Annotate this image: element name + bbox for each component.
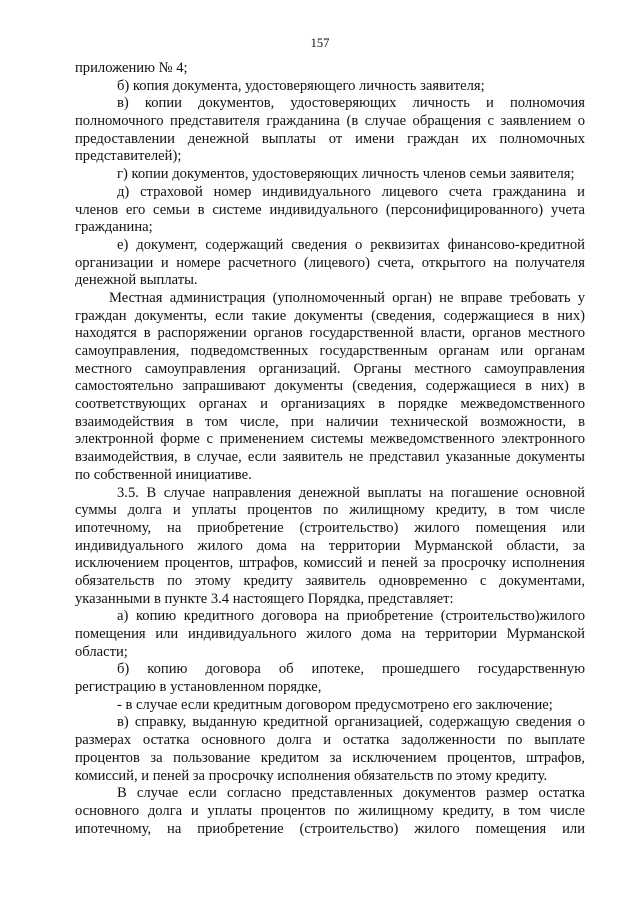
text-line: размерах остатка основного долга и остатка задолженности по выплате [75, 732, 585, 749]
text-line: е) документ, содержащий сведения о реквизитах финансово-кредитной [117, 236, 585, 253]
text-line: самостоятельно запрашивают документы (сведения, содержащиеся в них) в [75, 378, 585, 395]
text-line: помещения или индивидуального жилого дома на территории Мурманской [75, 626, 585, 642]
text-line: по собственной инициативе. [75, 466, 252, 483]
text-line: б) копию договора об ипотеке, прошедшего государственную [117, 661, 585, 678]
text-line: исключением процентов, штрафов, комиссий и пеней за просрочку исполнения [75, 555, 585, 572]
text-line: в) справку, выданную кредитной организацией, содержащую сведения о [117, 714, 585, 731]
text-line: ипотечному, на приобретение (строительство) жилого помещения или [75, 820, 585, 837]
text-line: электронной форме с применением системы межведомственного электронного [75, 431, 585, 448]
page-number: 157 [310, 36, 330, 50]
text-line: д) страховой номер индивидуального лицевого счета гражданина и [117, 183, 585, 200]
text-line: - в случае если кредитным договором предусмотрено его заключение; [117, 696, 553, 713]
text-line: ипотечному, на приобретение (строительство) жилого помещения или [75, 519, 585, 536]
text-line: в) копии документов, удостоверяющих личность и полномочия [117, 95, 585, 112]
text-line: граждан документы, если такие документы (сведения, содержащиеся в них) [75, 307, 585, 324]
text-line: предоставлении денежной выплаты от имени граждан их полномочных [75, 130, 585, 147]
text-line: а) копию кредитного договора на приобретение (строительство)жилого [117, 608, 585, 625]
text-line: указанными в пункте 3.4 настоящего Порядка, представляет: [75, 590, 454, 607]
text-line: приложению № 4; [75, 60, 188, 76]
text-line: Местная администрация (уполномоченный орган) не вправе требовать у [109, 289, 585, 306]
text-line: б) копия документа, удостоверяющего личность заявителя; [117, 77, 485, 94]
text-line: суммы долга и уплаты процентов по жилищному кредиту, в том числе [75, 502, 585, 519]
text-line: представителей); [75, 148, 182, 165]
text-line: 3.5. В случае направления денежной выплаты на погашение основной [117, 484, 585, 501]
text-line: соответствующих органах и организациях в порядке межведомственного [75, 396, 585, 413]
text-line: комиссий, и пеней за просрочку исполнения обязательств по этому кредиту. [75, 767, 548, 784]
text-line: местного самоуправления организаций. Органы местного самоуправления [75, 360, 585, 377]
text-line: организации и номере расчетного (лицевого) счета, открытого на получателя [75, 254, 585, 271]
document-body [75, 60, 585, 838]
text-line: индивидуального жилого дома на территории Мурманской области, за [75, 537, 585, 554]
text-line: г) копии документов, удостоверяющих личность членов семьи заявителя; [117, 166, 575, 183]
text-line: области; [75, 643, 128, 660]
text-line: самоуправления, подведомственных государственным органам или органам [75, 343, 585, 359]
text-line: регистрацию в установленном порядке, [75, 679, 322, 696]
text-line: В случае если согласно представленных документов размер остатка [117, 785, 585, 802]
text-line: процентов за пользование кредитом за исключением процентов, штрафов, [75, 749, 585, 766]
text-line: основного долга и уплаты процентов по жилищному кредиту, в том числе [75, 802, 585, 819]
text-line: полномочного представителя гражданина (в случае обращения с заявлением о [75, 113, 585, 130]
text-line: находятся в распоряжении органов государственной власти, органов местного [75, 325, 585, 342]
text-line: обязательств по этому кредиту заявитель одновременно с документами, [75, 572, 585, 589]
text-line: взаимодействия в том числе, при наличии технической возможности, в [75, 413, 585, 430]
text-line: членов его семьи в системе индивидуального (персонифицированного) учета [75, 201, 585, 218]
text-line: гражданина; [75, 219, 153, 236]
text-line: денежной выплаты. [75, 272, 198, 289]
text-line: взаимодействия, в случае, если заявитель не представил указанные документы [75, 449, 585, 466]
